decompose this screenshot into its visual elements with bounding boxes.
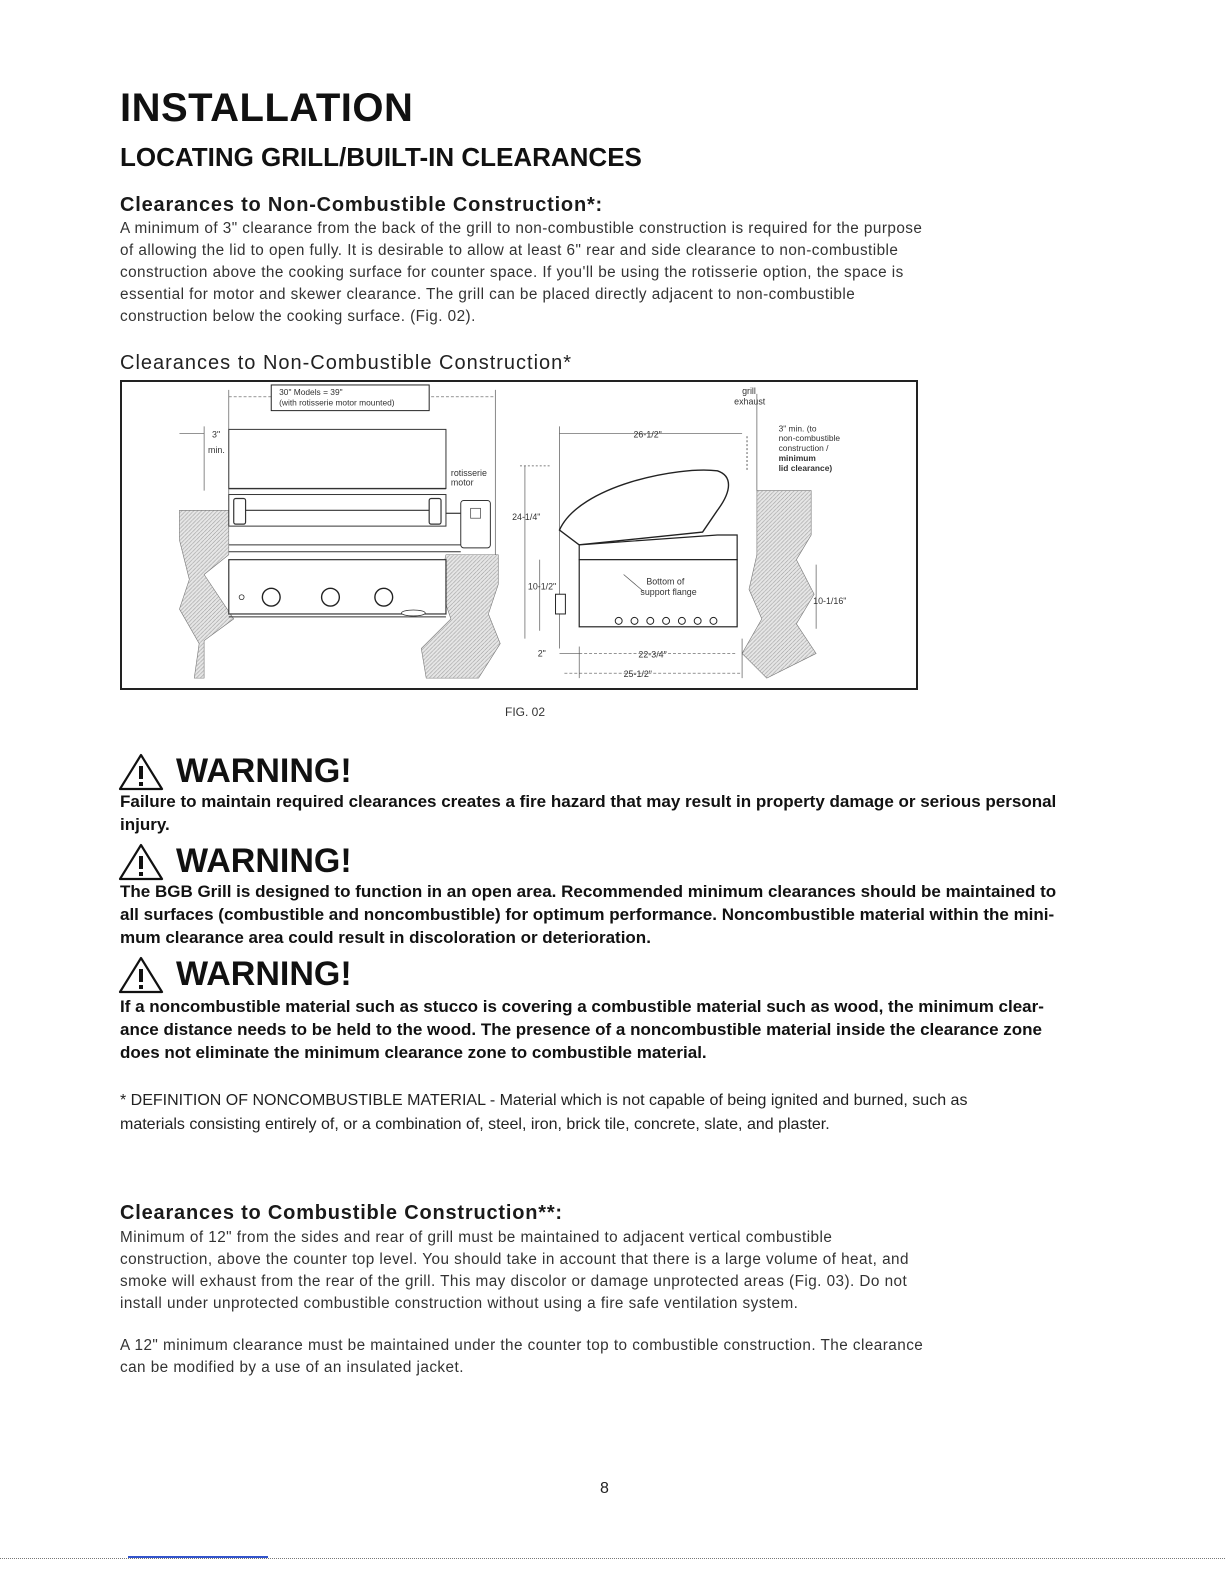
- bottom-label: Bottom of: [646, 576, 685, 587]
- section-title: LOCATING GRILL/BUILT-IN CLEARANCES: [120, 142, 642, 172]
- paragraph-line: A 12" minimum clearance must be maintained under the counter top to combustible construction. The clearance: [120, 1337, 924, 1354]
- warning-line: If a noncombustible material such as stucco is covering a combustible material such as wood, the minimum clear-: [120, 997, 1044, 1016]
- clearance-diagram: [120, 380, 918, 690]
- grill-label: grill: [742, 385, 756, 396]
- warning-text: [120, 880, 1090, 949]
- figure-caption: FIG. 02: [505, 705, 546, 719]
- combustible-paragraph: [120, 1227, 1100, 1315]
- min-label: min.: [208, 445, 225, 456]
- non-combustible-heading: Clearances to Non-Combustible Construction*:: [120, 194, 604, 216]
- rear-wall-shape: [742, 491, 816, 679]
- combustible-heading: Clearances to Combustible Construction**:: [120, 1202, 563, 1224]
- combustible-paragraph-2: [120, 1335, 1100, 1379]
- warning-line: does not eliminate the minimum clearance zone to combustible material.: [120, 1043, 707, 1062]
- paragraph-line: Minimum of 12" from the sides and rear of grill must be maintained to adjacent vertical combustible: [120, 1229, 833, 1246]
- grill-lid-side: [559, 470, 728, 545]
- paragraph-line: construction, above the counter top level. You should take in account that there is a large volume of heat, and: [120, 1251, 909, 1268]
- dimension-26-label: 26-1/2": [633, 429, 662, 440]
- non-combustible-paragraph: [120, 218, 1100, 328]
- left-wall-shape: [179, 510, 233, 678]
- paragraph-line: smoke will exhaust from the rear of the grill. This may discolor or damage unprotected areas (Fig. 03). Do not: [120, 1273, 908, 1290]
- dimension-24-label: 24-1/4": [512, 512, 541, 523]
- warning-heading: [118, 842, 352, 881]
- dimension-10-half-label: 10-1/2": [527, 581, 557, 592]
- warning-title: WARNING!: [176, 752, 352, 790]
- rotisserie-label: rotisserie: [450, 467, 487, 478]
- dimension-2-label: 2": [537, 648, 546, 659]
- paragraph-line: can be modified by a use of an insulated jacket.: [120, 1359, 464, 1376]
- warning-heading: [118, 752, 352, 791]
- warning-line: The BGB Grill is designed to function in an open area. Recommended minimum clearances should be maintained to: [120, 882, 1057, 901]
- warning-text: [120, 995, 1090, 1064]
- warning-title: WARNING!: [176, 955, 352, 993]
- warning-line: mum clearance area could result in discoloration or deterioration.: [120, 928, 651, 947]
- page-bottom-divider: [0, 1558, 1225, 1559]
- dimension-22-label: 22-3/4": [638, 649, 667, 660]
- motor-label: motor: [450, 477, 474, 488]
- warning-triangle-icon: [118, 753, 164, 791]
- warning-triangle-icon: [118, 843, 164, 881]
- paragraph-line: construction below the cooking surface. (Fig. 02).: [120, 308, 476, 325]
- models-label: 30" Models = 39": [279, 386, 343, 397]
- three-inch-label: 3": [212, 429, 221, 440]
- rotisserie-mounted-label: (with rotisserie motor mounted): [279, 397, 395, 408]
- figure-title: Clearances to Non-Combustible Construction*: [120, 352, 573, 374]
- warning-line: Failure to maintain required clearances creates a fire hazard that may result in property damage or serious personal: [120, 792, 1057, 811]
- warning-line: all surfaces (combustible and noncombustible) for optimum performance. Noncombustible material within the mini-: [120, 905, 1055, 924]
- knob-3: [375, 588, 393, 606]
- footnote-line: * DEFINITION OF NONCOMBUSTIBLE MATERIAL - Material which is not capable of being ignited and burned, such as: [120, 1092, 968, 1109]
- knob-2: [322, 588, 340, 606]
- footnote-line: materials consisting entirely of, or a combination of, steel, iron, brick tile, concrete, slate, and plaster.: [120, 1116, 830, 1133]
- warning-line: ance distance needs to be held to the wood. The presence of a noncombustible material inside the clearance zone: [120, 1020, 1043, 1039]
- definition-footnote: [120, 1089, 1080, 1137]
- warning-text: [120, 790, 1090, 836]
- exhaust-label: exhaust: [734, 396, 766, 407]
- page-title: INSTALLATION: [120, 86, 414, 130]
- paragraph-line: essential for motor and skewer clearance. The grill can be placed directly adjacent to non-combustible: [120, 286, 856, 303]
- paragraph-line: A minimum of 3" clearance from the back of the grill to non-combustible construction is required for the purpose: [120, 220, 923, 237]
- paragraph-line: of allowing the lid to open fully. It is desirable to allow at least 6" rear and side clearance to non-combustible: [120, 242, 899, 259]
- warning-triangle-icon: [118, 956, 164, 994]
- clearance-note-line: 3" min. (to: [778, 423, 817, 434]
- clearance-note-line: non-combustible: [778, 433, 841, 444]
- clearance-note-line: lid clearance): [778, 462, 833, 473]
- bottom-link-underline[interactable]: [128, 1556, 268, 1558]
- warning-heading: [118, 955, 352, 994]
- dimension-10-16-label: 10-1/16": [813, 596, 847, 607]
- clearance-note-line: minimum: [778, 452, 816, 463]
- warning-line: injury.: [120, 815, 170, 834]
- support-flange-label: support flange: [640, 587, 697, 598]
- warning-title: WARNING!: [176, 842, 352, 880]
- knob-1: [262, 588, 280, 606]
- page-number: 8: [600, 1480, 609, 1497]
- paragraph-line: install under unprotected combustible construction without using a fire safe ventilation system.: [120, 1295, 799, 1312]
- dimension-25-label: 25-1/2": [623, 669, 652, 680]
- paragraph-line: construction above the cooking surface for counter space. If you'll be using the rotisserie option, the space is: [120, 264, 904, 281]
- clearance-note-line: construction /: [778, 443, 829, 454]
